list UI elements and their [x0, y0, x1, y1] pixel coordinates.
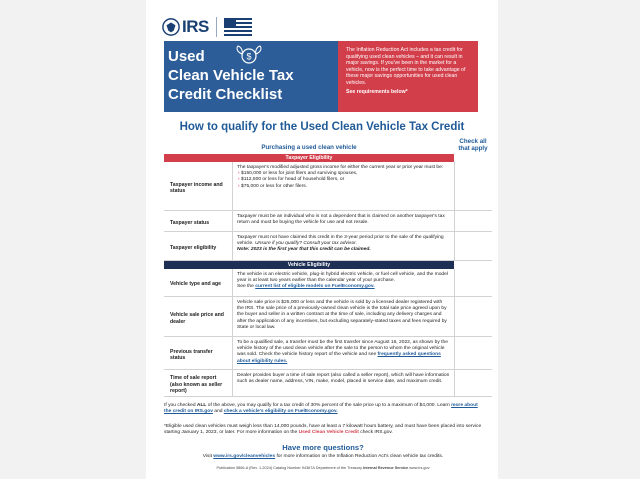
table-row: [164, 232, 492, 261]
table-column-headers: [164, 139, 492, 154]
visit-line: [164, 454, 482, 459]
eligibility-note: Note: 2023 is the first year that this credit can be claimed.: [237, 247, 371, 253]
irs-header: [162, 16, 252, 38]
row-label: Taxpayer income and status: [170, 181, 223, 194]
publication-service: Internal Revenue Service: [363, 466, 409, 470]
purchasing-column-header: Purchasing a used clean vehicle: [261, 144, 357, 151]
table-row: [164, 269, 492, 297]
vehicle-type-text: The vehicle is an electric vehicle, plug-in hybrid electric vehicle, or fuel cell vehicle, and the model year is at least two years earlier than the calendar year of your purchase.: [237, 272, 448, 284]
checkbox-cell[interactable]: [454, 211, 492, 231]
footnote-text: and: [214, 409, 223, 415]
vehicle-type-see-line: [237, 284, 450, 290]
eligibility-table: [164, 139, 492, 397]
eligibility-text: Taxpayer must not have claimed this credit in the 3-year period prior to the sale of the qualifying vehicle.: [237, 235, 444, 247]
list-item: › $112,500 or less for head of household filers, or: [238, 177, 450, 183]
income-limits-list: [237, 171, 450, 190]
qualification-footnote: [164, 403, 482, 416]
visit-text: for more information on the Inflation Reduction Act's clean vehicle tax credits.: [276, 454, 444, 459]
banner-title: [168, 47, 338, 104]
publication-info: [164, 466, 482, 470]
page-title: How to qualify for the Used Clean Vehicle Tax Credit: [179, 121, 465, 133]
row-description: [232, 162, 454, 210]
table-row: [164, 211, 492, 232]
list-item: › $75,000 or less for other filers.: [238, 184, 450, 190]
table-row: [164, 370, 492, 397]
irs-logo-text: IRS: [182, 17, 209, 36]
check-all-column-header: Check all that apply: [458, 138, 488, 152]
checkbox-cell[interactable]: [454, 162, 492, 210]
row-label: Vehicle sale price and dealer: [170, 312, 224, 325]
checkbox-cell[interactable]: [454, 232, 492, 260]
row-description: [232, 232, 454, 260]
table-row: [164, 297, 492, 337]
table-row: [164, 162, 492, 211]
row-description: [232, 337, 454, 369]
credit-info-link[interactable]: more about the credit on IRS.gov: [164, 403, 478, 415]
questions-heading: Have more questions?: [282, 443, 364, 452]
row-description: [232, 269, 454, 296]
us-flag-icon: [224, 18, 252, 36]
row-description: Dealer provides buyer a time of sale report (also called a seller report), which will have information such as dealer name, address, VIN, make, model, placed in service date, and maximum credit.: [232, 370, 454, 396]
row-label: Previous transfer status: [170, 348, 213, 361]
see-text: See the: [237, 284, 254, 290]
vehicle-eligibility-header: Vehicle Eligibility: [164, 261, 454, 269]
used-clean-vehicle-credit-link[interactable]: Used Clean Vehicle Credit: [298, 430, 359, 436]
irs-eagle-icon: [162, 18, 180, 36]
eligibility-advice: Unsure if you qualify? Consult your tax advisor.: [254, 241, 357, 247]
banner-intro-panel: [338, 41, 478, 112]
footnote-text: If you checked: [164, 403, 196, 408]
checkbox-cell[interactable]: [454, 370, 492, 396]
footnote-text: of the above, you may qualify for a tax credit of 30% percent of the sale price up to a maximum of $4,000. Learn: [207, 403, 450, 408]
income-intro: The taxpayer's modified adjusted gross income for either the current year or prior year must be:: [237, 165, 444, 170]
banner-title-panel: [164, 41, 338, 112]
see-requirements-link[interactable]: See requirements below*: [346, 89, 408, 95]
list-item: › $150,000 or less for joint filers and surviving spouses,: [238, 171, 450, 177]
table-row: [164, 337, 492, 370]
visit-text: Visit: [202, 454, 212, 459]
footnote-text: check IRS.gov.: [360, 430, 393, 436]
checklist-document: [146, 0, 498, 479]
title-banner: [164, 41, 478, 112]
row-label: Vehicle type and age: [170, 281, 222, 288]
footnote-text: *Eligible used clean vehicles must weigh less than 14,000 pounds, have at least a 7 kilowatt hours battery, and must have been placed into service starting January 1, 2023, or later. For more information on the: [164, 424, 482, 436]
publication-text: Publication 5866-A (Rev. 1-2024) Catalog Number 94367A Department of the Treasury: [216, 466, 362, 470]
publication-site: www.irs.gov: [409, 466, 430, 470]
transfer-text: To be a qualified sale, a transfer must be the first transfer since August 16, 2022, as shown by the vehicle history of the used clean vehicle after the sale to the person to whom the original vehicle was sold. Check the vehicle history report of the vehicle and see: [237, 340, 448, 358]
row-label: Taxpayer status: [170, 219, 210, 226]
row-label: Taxpayer eligibility: [170, 244, 217, 251]
taxpayer-eligibility-header: Taxpayer Eligibility: [164, 154, 454, 162]
checkbox-cell[interactable]: [454, 269, 492, 296]
faq-eligibility-link[interactable]: frequently asked questions about eligibility rules.: [237, 352, 441, 364]
row-description: Vehicle sale price is $25,000 or less and the vehicle is sold by a licensed dealer registered with the IRS. The sale price of a previously-owned clean vehicle is the total sale price agreed upon by the buyer and seller in a written contract at the time of sale, including any delivery charges and after the application of any incentives, but excluding separately-stated taxes and fees required by State or local law.: [232, 297, 454, 336]
checkbox-cell[interactable]: [454, 337, 492, 369]
row-label: Time of sale report (also known as seller report): [170, 375, 223, 395]
banner-intro-text: The Inflation Reduction Act includes a tax credit for qualifying used clean vehicles – and it can result in major savings. If you've been in the market for a vehicle, now is the perfect time to take advantage of these major savings opportunities for used clean vehicles.: [346, 47, 466, 86]
banner-title-line: Used: [168, 48, 205, 65]
footnote-emphasis: ALL: [196, 403, 207, 408]
banner-title-line: Clean Vehicle Tax: [168, 67, 294, 84]
header-divider: [216, 17, 217, 37]
clean-vehicles-link[interactable]: www.irs.gov/cleanvehicles: [213, 454, 276, 459]
checkbox-cell[interactable]: [454, 297, 492, 336]
eligible-models-link[interactable]: current list of eligible models on FuelEconomy.gov.: [255, 284, 375, 290]
weight-footnote: [164, 424, 482, 437]
row-description: Taxpayer must be an individual who is not a dependent that is claimed on another taxpayer's tax return and must be buying the vehicle for use and not resale.: [232, 211, 454, 231]
vehicle-eligibility-link[interactable]: check a vehicle's eligibility on FuelEconomy.gov.: [223, 409, 338, 415]
svg-text:$: $: [246, 51, 252, 62]
banner-title-line: Credit Checklist: [168, 86, 283, 103]
